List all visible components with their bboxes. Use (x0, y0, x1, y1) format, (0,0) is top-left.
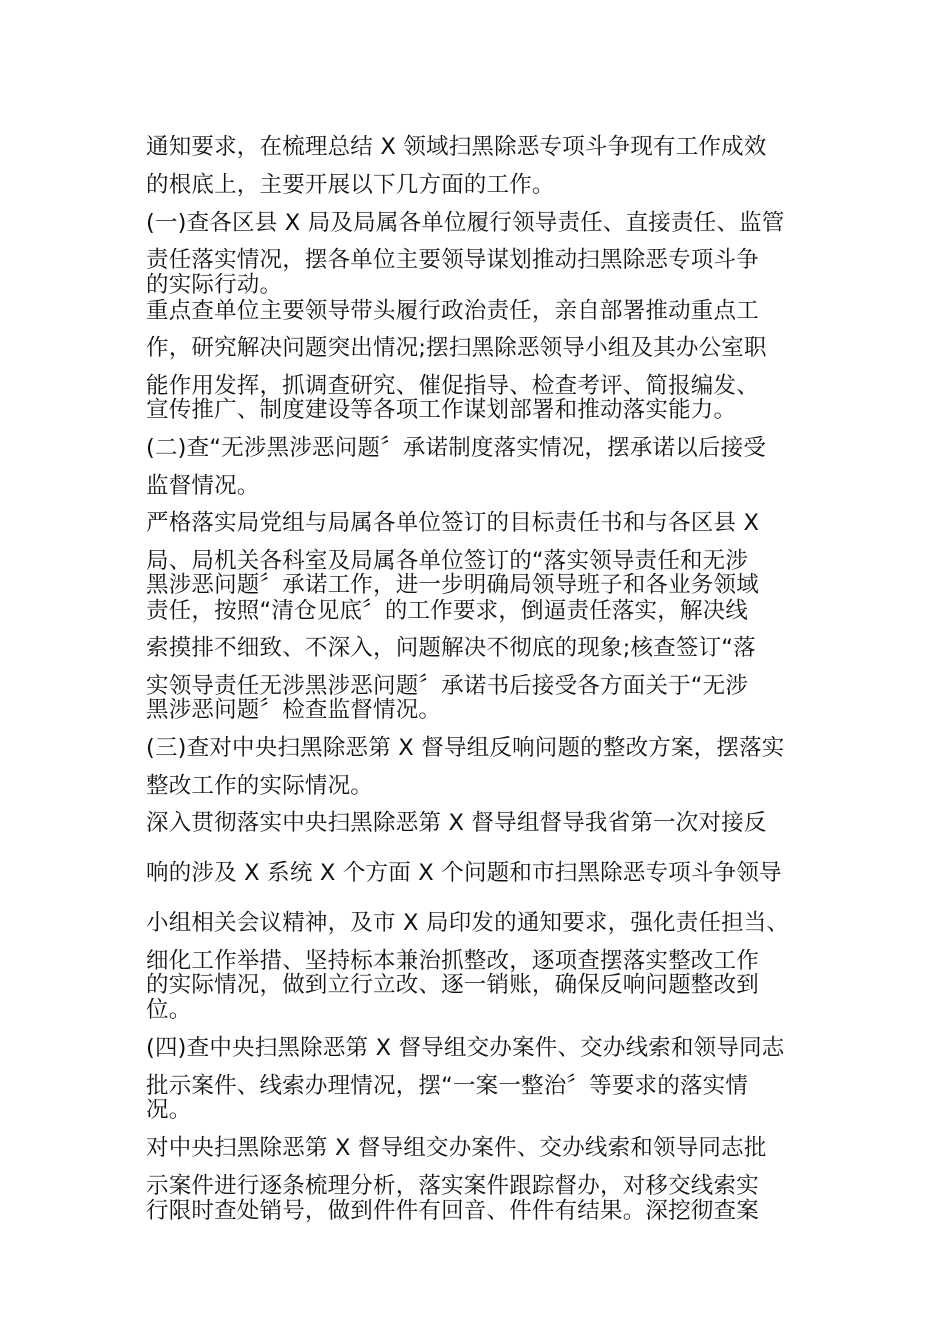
text-line: 小组相关会议精神，及市 X 局印发的通知要求，强化责任担当、 (146, 910, 790, 936)
text-line: 的实际情况，做到立行立改、逐一销账，确保反响问题整改到 (146, 972, 759, 998)
text-line: 监督情况。 (146, 473, 260, 499)
text-line: 的根底上，主要开展以下几方面的工作。 (146, 172, 555, 198)
text-line: (三)查对中央扫黑除恶第 X 督导组反响问题的整改方案，摆落实 (146, 735, 785, 761)
text-line: 行限时查处销号，做到件件有回音、件件有结果。深挖彻查案 (146, 1198, 759, 1224)
text-line: 重点查单位主要领导带头履行政治责任，亲自部署推动重点工 (146, 298, 759, 324)
text-line: 通知要求，在梳理总结 X 领域扫黑除恶专项斗争现有工作成效 (146, 134, 767, 160)
text-line: 局、局机关各科室及局属各单位签订的“落实领导责任和无涉 (146, 548, 749, 574)
text-line: 位。 (146, 997, 192, 1023)
text-line: (四)查中央扫黑除恶第 X 督导组交办案件、交办线索和领导同志 (146, 1035, 785, 1061)
text-line: 索摸排不细致、不深入，问题解决不彻底的现象;核查签订“落 (146, 635, 756, 661)
text-line: (二)查“无涉黑涉恶问题〞承诺制度落实情况，摆承诺以后接受 (146, 435, 767, 461)
text-line: 严格落实局党组与局属各单位签订的目标责任书和与各区县 X (146, 510, 760, 536)
text-line: (一)查各区县 X 局及局属各单位履行领导责任、直接责任、监管 (146, 210, 785, 236)
text-line: 实领导责任无涉黑涉恶问题〞承诺书后接受各方面关于“无涉 (146, 673, 749, 699)
text-line: 能作用发挥，抓调查研究、催促指导、检查考评、简报编发、 (146, 373, 759, 399)
text-line: 对中央扫黑除恶第 X 督导组交办案件、交办线索和领导同志批 (146, 1135, 767, 1161)
text-line: 深入贯彻落实中央扫黑除恶第 X 督导组督导我省第一次对接反 (146, 810, 767, 836)
text-line: 黑涉恶问题〞检查监督情况。 (146, 697, 442, 723)
text-line: 响的涉及 X 系统 X 个方面 X 个问题和市扫黑除恶专项斗争领导 (146, 860, 782, 886)
text-line: 细化工作举措、坚持标本兼治抓整改，逐项查摆落实整改工作 (146, 948, 759, 974)
text-line: 整改工作的实际情况。 (146, 773, 374, 799)
text-line: 批示案件、线索办理情况，摆“一案一整治〞等要求的落实情 (146, 1073, 749, 1099)
text-line: 黑涉恶问题〞承诺工作，进一步明确局领导班子和各业务领域 (146, 572, 759, 598)
text-line: 的实际行动。 (146, 272, 283, 298)
text-line: 作，研究解决问题突出情况;摆扫黑除恶领导小组及其办公室职 (146, 335, 767, 361)
text-line: 责任落实情况，摆各单位主要领导谋划推动扫黑除恶专项斗争 (146, 247, 759, 273)
text-line: 责任，按照“清仓见底〞的工作要求，倒逼责任落实，解决线 (146, 598, 749, 624)
text-line: 况。 (146, 1097, 192, 1123)
text-line: 宣传推广、制度建设等各项工作谋划部署和推动落实能力。 (146, 397, 737, 423)
text-line: 示案件进行逐条梳理分析，落实案件跟踪督办，对移交线索实 (146, 1173, 759, 1199)
